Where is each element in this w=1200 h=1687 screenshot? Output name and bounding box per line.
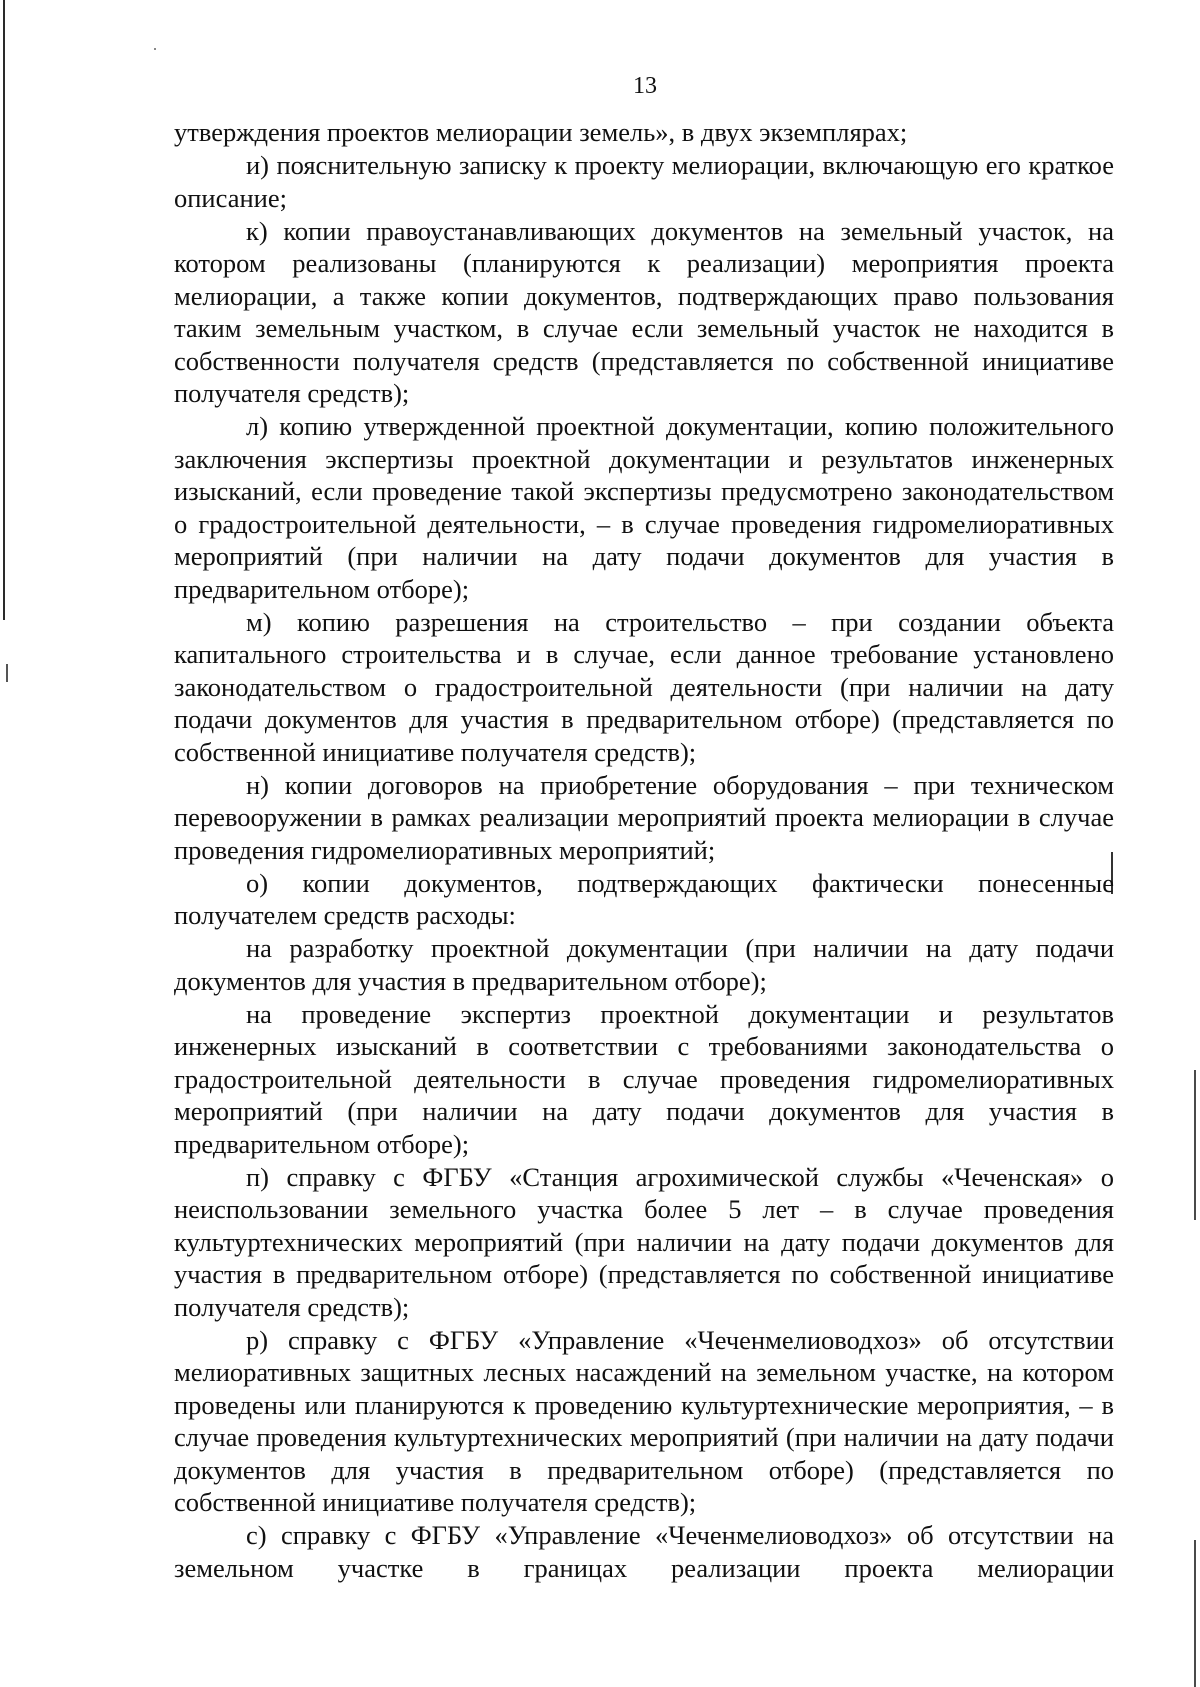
paragraph-item-l: л) копию утвержденной проектной документации, копию положительного заключения экспертизы проектной документации и результатов инженерных изысканий, если проведение такой экспертизы предусмотрено законодательством о градостроительной деятельности, – в случае проведения гидромелиоративных мероприятий (при наличии на дату подачи документов для участия в предварительном отборе); [174, 411, 1114, 604]
scan-edge-line [1194, 1070, 1196, 1220]
paragraph-item-k: к) копии правоустанавливающих документов на земельный участок, на котором реализованы (планируются к реализации) мероприятия проекта мелиорации, а также копии документов, подтверждающих право пользования таким земельным участком, в случае если земельный участок не находится в собственности получателя средств (представляется по собственной инициативе получателя средств); [174, 215, 1114, 408]
scan-artifact-mark [6, 664, 8, 682]
paragraph-item-m: м) копию разрешения на строительство – при создании объекта капитального строительства и в случае, если данное требование установлено законодательством о градостроительной деятельности (при наличии на дату подачи документов для участия в предварительном отборе) (представляется по собственной инициативе получателя средств); [174, 606, 1114, 767]
paragraph-item-i: и) пояснительную записку к проекту мелиорации, включающую его краткое описание; [174, 150, 1114, 213]
paragraph-item-o: о) копии документов, подтверждающих фактически понесенные получателем средств расходы: [174, 867, 1114, 930]
paragraph-item-n: н) копии договоров на приобретение оборудования – при техническом перевооружении в рамках реализации мероприятий проекта мелиорации в случае проведения гидромелиоративных мероприятий; [174, 769, 1114, 865]
paragraph-continuation: утверждения проектов мелиорации земель», в двух экземплярах; [174, 117, 908, 147]
scan-edge-line [1194, 1540, 1196, 1687]
document-body [174, 116, 1114, 1585]
page-number: 13 [633, 73, 657, 99]
paragraph-item-r: р) справку с ФГБУ «Управление «Чеченмелиоводхоз» об отсутствии мелиоративных защитных лесных насаждений на земельном участке, на котором проведены или планируются к проведению культуртехнические мероприятия, – в случае проведения культуртехнических мероприятий (при наличии на дату подачи документов для участия в предварительном отборе) (представляется по собственной инициативе получателя средств); [174, 1324, 1114, 1517]
paragraph-item-o-design: на разработку проектной документации (при наличии на дату подачи документов для участия в предварительном отборе); [174, 933, 1114, 996]
paragraph-item-s: с) справку с ФГБУ «Управление «Чеченмелиоводхоз» об отсутствии на земельном участке в границах реализации проекта мелиорации [174, 1520, 1114, 1583]
paragraph-item-p: п) справку с ФГБУ «Станция агрохимической службы «Чеченская» о неиспользовании земельного участка более 5 лет – в случае проведения культуртехнических мероприятий (при наличии на дату подачи документов для участия в предварительном отборе) (представляется по собственной инициативе получателя средств); [174, 1161, 1114, 1322]
scan-artifact-dot [154, 48, 156, 50]
paragraph-item-o-expertise: на проведение экспертиз проектной документации и результатов инженерных изысканий в соответствии с требованиями законодательства о градостроительной деятельности в случае проведения гидромелиоративных мероприятий (при наличии на дату подачи документов для участия в предварительном отборе); [174, 998, 1114, 1159]
